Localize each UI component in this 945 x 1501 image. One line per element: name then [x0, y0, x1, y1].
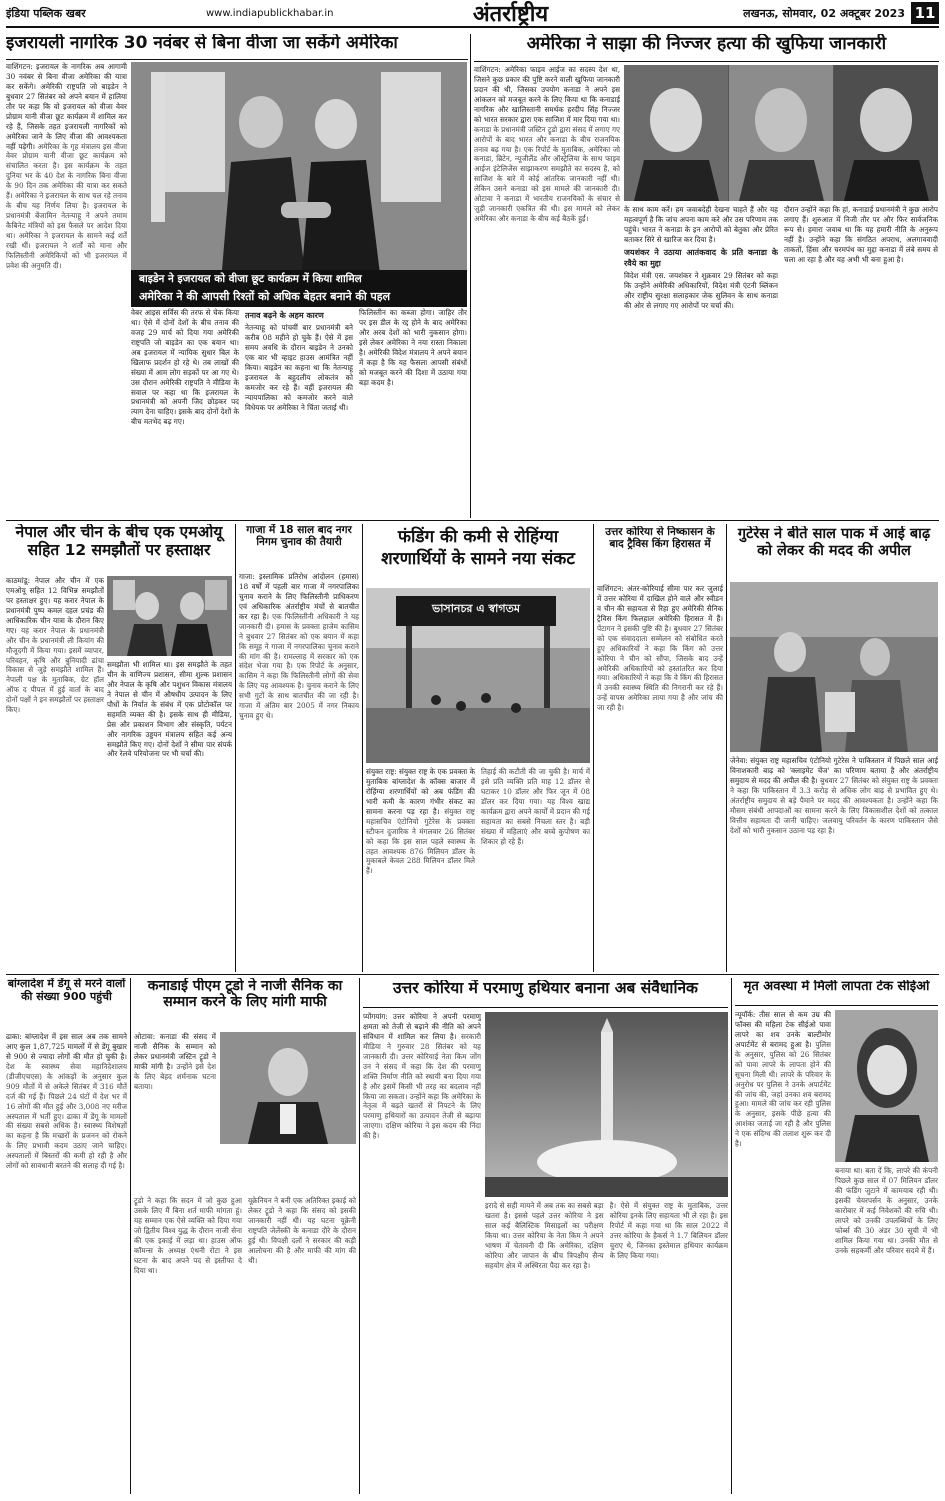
story1-body-filler: अमेरिका के गृह मंत्रालय इस वीजा वेवर प्रोग्राम यानी वीजा छूट कार्यक्रम को संचालित करता है। इस कार्यक्रम के तहत दुनिया भर के 40 देश के नागरिक बिना वीजा के 90 दिन तक अमेरिका की यात्रा कर सकते हैं। अमेरिका ने इजरायल के साथ चल रहे तनाव के बीच यह निर्णय लिया है। इजरायल के प्रधानमंत्री बेंजामिन नेतन्याहू ने अपने तमाम कैबिनेट मंत्रियों को इस फैसले पर आदेश दिया था। अमेरिका ने इजरायल के सामने कई शर्तें रखी थीं। इजरायल ने शर्तों को माना और फिलिस्तीनी अमेरिकियों को भी इजरायल में प्रवेश की अनुमति दी। — [6, 141, 127, 270]
story9-lead-text: ओटावा: कनाडा की संसद में नाजी सैनिक के सम्मान को लेकर प्रधानमंत्री जस्टिन ट्रूडो ने माफी मांगी है। — [134, 1032, 216, 1071]
tech-ceo-portrait-image — [835, 1010, 938, 1162]
story8-body-filler: देश के स्वास्थ्य सेवा महानिदेशालय (डीजीएचएस) के आंकड़ों के अनुसार कुल 909 मौतों में से अकेले सितंबर में 316 मौतें दर्ज की गई हैं। पिछले 24 घंटों में देश भर में 16 लोगों की मौत हुई और 3,008 नए मरीज अस्पताल में भर्ती हुए। ढाका में डेंगू के मामलों की संख्या सबसे अधिक है। स्वास्थ्य विशेषज्ञों का कहना है कि मच्छरों के प्रजनन को रोकने के लिए प्रभावी कदम उठाए जाने चाहिए। अस्पतालों में बिस्तरों की कमी हो रही है और लोगों को सावधानी बरतने की सलाह दी गई है। — [6, 1061, 127, 1171]
story3-photo — [107, 576, 232, 656]
story10-headline: उत्तर कोरिया में परमाणु हथियार बनाना अब संवैधानिक — [393, 980, 698, 997]
story6-body — [597, 584, 723, 972]
story11-headline-box — [735, 980, 938, 1006]
story5-col2-filler: तिहाई की कटौती की जा चुकी है। मार्च में इसे प्रति व्यक्ति प्रति माह 12 डॉलर से घटाकर 10 डॉलर और फिर जून में 08 डॉलर कर दिया गया। यह विश्व खाद्य कार्यक्रम द्वारा अपने कार्यों में प्रदान की गई सहायता का सबसे निचला स्तर है। बड़ी संख्या में महिलाएं और बच्चे कुपोषण का शिकार हो रहे हैं। — [481, 767, 590, 846]
story9-headline: कनाडाई पीएम टूडो ने नाजी सैनिक का सम्मान करने के लिए मांगी माफी — [147, 978, 343, 1011]
story2-photo — [624, 65, 938, 201]
column-divider — [130, 978, 131, 1494]
masthead — [6, 0, 939, 28]
story9-body — [134, 1196, 356, 1494]
story10-photo — [485, 1012, 728, 1197]
story1-subhead: तनाव बढ़ने के अहम कारण — [245, 310, 324, 320]
story11-body — [835, 1166, 938, 1494]
story7-body — [730, 756, 938, 972]
officials-portraits-image — [624, 65, 938, 201]
story5-col1-filler: संयुक्त राष्ट्र महासचिव एंटोनियो गुटेरेस के प्रवक्ता स्टीफन दुजारिक ने मंगलवार 26 सितंबर को कहा कि इस साल पहले स्वास्थ्य के तहत आवश्यक 876 मिलियन डॉलर के मुकाबले केवल 288 मिलियन डॉलर मिले हैं। — [366, 806, 475, 876]
story5-lead-text: संयुक्त राष्ट्र: संयुक्त राष्ट्र के एक प्रवक्ता के मुताबिक बांग्लादेश के कॉक्स बाजार में रोहिंग्या शरणार्थियों को अब फंडिंग की भारी कमी के कारण गंभीर संकट का सामना करना पड़ रहा है। — [366, 767, 475, 816]
column-divider — [235, 524, 236, 972]
story8-headline: बांग्लादेश में डेंगू से मरने वालों की संख्या 900 पहुंची — [7, 978, 126, 1003]
column-divider — [470, 34, 471, 518]
story11-photo — [835, 1010, 938, 1162]
story2-lead-text: वाशिंगटन: अमेरिका फाइव आईज का सदस्य देश था, जिसने कुछ प्रकार की पुष्टि करने वाली खुफिया जानकारी प्रदान की थी, जिसका उपयोग कनाडा ने अपने इस आंकलन को मजबूत करने के लिए किया था कि कनाडाई नागरिक और खालिस्तानी समर्थक हरदीप सिंह निज्जर को भारत सरकार द्वारा एक साजिश में मार दिया गया था। — [474, 65, 620, 124]
story11-lead — [735, 1010, 831, 1494]
story1-body — [131, 308, 467, 518]
story2-col1: के साथ काम करें। हम जवाबदेही देखना चाहते हैं और यह महत्वपूर्ण है कि जांच अपना काम करे और उस परिणाम तक पहुंचे। भारत ने कनाडा के इन आरोपों को बेतुका और प्रेरित बताकर सिरे से खारिज कर दिया है। — [624, 205, 778, 244]
story2-body — [624, 205, 938, 517]
story6-headline: उत्तर कोरिया से निष्कासन के बाद ट्रैविस किंग हिरासत में — [605, 526, 715, 551]
story1-headline: इजरायली नागरिक 30 नवंबर से बिना वीजा जा सकेंगे अमेरिका — [6, 34, 398, 53]
issue-date: लखनऊ, सोमवार, 02 अक्टूबर 2023 — [743, 6, 905, 20]
story7-photo — [730, 582, 938, 752]
story1-caption-1: बाइडेन ने इजरायल को वीजा छूट कार्यक्रम में किया शामिल — [131, 270, 467, 290]
story11-headline: मृत अवस्था में मिली लापता टेक सीईओ — [743, 980, 930, 994]
column-divider — [593, 524, 594, 972]
story6-lead-text: वाशिंगटन: अंतर-कोरियाई सीमा पार कर जुलाई में उत्तर कोरिया में दाखिल होने वाले और स्वीडन व चीन की सहायता से रिहा हुए अमेरिकी सैनिक ट्रैविस किंग फिलहाल अमेरिकी हिरासत में हैं। — [597, 584, 723, 623]
story9-headline-box — [134, 978, 356, 1028]
story9-col1: ट्रूडो ने कहा कि सदन में जो कुछ हुआ उसके लिए मैं बिना शर्त माफी मांगता हूं। यह सम्मान एक ऐसे व्यक्ति को दिया गया जो द्वितीय विश्व युद्ध के दौरान नाजी सेना की एक इकाई में लड़ा था। हाउस ऑफ कॉमन्स के अध्यक्ष एंथनी रोटा ने इस घटना के बाद अपने पद से इस्तीफा दे दिया था। — [134, 1196, 242, 1275]
story10-col2: है। ऐसे में संयुक्त राष्ट्र के मुताबिक, उत्तर कोरिया इनके लिए सहायता भी ले रहा है। इस रिपोर्ट में कहा गया था कि साल 2022 में उत्तर कोरिया के हैकर्स ने 1.7 बिलियन डॉलर चुराए थे, जिनका इस्तेमाल हथियार कार्यक्रम के लिए किया गया। — [609, 1201, 728, 1260]
story2-col1b: विदेश मंत्री एस. जयशंकर ने शुक्रवार 29 सितंबर को कहा कि उन्होंने अमेरिकी अधिकारियों, विदेश मंत्री एंटनी ब्लिंकन और राष्ट्रीय सुरक्षा सलाहकार जेक सुलिवन के साथ कनाडा की ओर से लगाए गए आरोपों पर चर्चा की। — [624, 270, 778, 310]
story4-body — [239, 572, 359, 972]
story3-headline-box — [6, 524, 232, 572]
story9-photo — [220, 1032, 356, 1144]
story1-lead — [6, 62, 127, 517]
story8-body — [6, 1032, 127, 1494]
story3-lead-text: काठमांडू: नेपाल और चीन में एक एमओयू सहित 12 विभिन्न समझौतों पर हस्ताक्षर हुए। यह करार नेपाल के प्रधानमंत्री पुष्प कमल दहल प्रचंड की आधिकारिक चीन यात्रा के दौरान किए गए। — [6, 576, 104, 635]
photo-welcome-sign: ভাসানচর এ স্বাগতম — [432, 602, 520, 615]
story1-col2: नेतन्याहू को पांचवीं बार प्रधानमंत्री बने करीब 08 महीने हो चुके हैं। ऐसे में इस समय अवधि के दौरान बाइडेन ने उनको एक बार भी व्हाइट हाउस आमंत्रित नहीं किया। बाइडेन का कहना था कि नेतन्याहू इजरायल के बहुदलीय लोकतंत्र को कमजोर कर रहे हैं। वहीं इजरायल की न्यायपालिका को कमजोर करने वाले विधेयक पर अमेरिका ने चिंता जताई थी। — [245, 323, 353, 412]
story10-lead-filler: सरकारी मीडिया ने गुरुवार 28 सितंबर को यह जानकारी दी। उत्तर कोरियाई नेता किम जोंग उन ने संसद में कहा कि देश की परमाणु शक्ति निर्माण नीति को स्थायी बना दिया गया है और इसमें किसी भी तरह का बदलाव नहीं किया जा सकता। उन्होंने कहा कि अमेरिका के नेतृत्व में बढ़ते खतरों से निपटने के लिए परमाणु हथियारों का उत्पादन तेजी से बढ़ाया जाएगा। दक्षिण कोरिया ने इस कदम की निंदा की है। — [363, 1031, 481, 1141]
story2-lead — [474, 65, 620, 517]
story10-lead-text: प्योंगयांग: उत्तर कोरिया ने अपनी परमाणु क्षमता को तेजी से बढ़ाने की नीति को अपने संविधान में शामिल कर लिया है। — [363, 1012, 481, 1041]
story9-lead-filler: उन्होंने इसे देश के लिए बेहद शर्मनाक घटना बताया। — [134, 1061, 216, 1091]
page-number: 11 — [911, 2, 939, 24]
story10-body — [485, 1201, 728, 1494]
section-title: अंतर्राष्ट्रीय — [472, 1, 549, 27]
story4-lead-text: गाजा: इस्लामिक प्रतिरोध आंदोलन (हमास) 18 वर्षों में पहली बार गाजा में नगरपालिका चुनाव कराने के लिए फिलिस्तीनी प्राधिकरण एवं अधिकारिक अंतर्राष्ट्रीय मंचों से बातचीत कर रहा है। — [239, 572, 359, 621]
story8-headline-box — [6, 978, 127, 1030]
website-url[interactable]: www.indiapublickhabar.in — [206, 7, 334, 19]
story2-headline: अमेरिका ने साझा की निज्जर हत्या की खुफिया जानकारी — [526, 34, 887, 54]
story11-col2: बनाया था। बता दें कि, लापरे की कंपनी पिछले कुछ साल में 07 मिलियन डॉलर की फंडिंग जुटाने में कामयाब रही थी। इसकी चेयरपर्सन के अनुसार, उनके कारोबार में कई निवेशकों की रुचि थी। लापरे को उनकी उपलब्धियों के लिए फोर्ब्स की 30 अंडर 30 सूची में भी शामिल किया गया था। उनकी मौत से उनके सहकर्मी और परिवार सदमे में हैं। — [835, 1166, 938, 1255]
story1-photo — [131, 62, 467, 284]
story8-lead-text: ढाका: बांग्लादेश में इस साल अब तक सामने आए कुल 1,87,725 मामलों में से डेंगू बुखार से 900 से ज्यादा लोगों की मौत हो चुकी है। — [6, 1032, 127, 1061]
story3-body-filler: यह करार नेपाल के प्रधानमंत्री और चीन के प्रधानमंत्री ली कियांग की मौजूदगी में किया गया। इसमें व्यापार, परिवहन, कृषि और बुनियादी ढांचा विकास से जुड़े समझौते शामिल हैं। नेपाली पक्ष के मुताबिक, ग्रेट हॉल ऑफ द पीपल में हुई वार्ता के बाद दोनों पक्षों ने इन समझौतों पर हस्ताक्षर किए। — [6, 625, 104, 715]
story10-headline-box — [363, 980, 728, 1008]
column-divider — [359, 978, 360, 1494]
story9-lead — [134, 1032, 216, 1192]
story4-headline: गाजा में 18 साल बाद नगर निगम चुनाव की तैयारी — [246, 524, 352, 549]
story3-headline: नेपाल और चीन के बीच एक एमओयू सहित 12 समझौतों पर हस्ताक्षर — [15, 524, 223, 559]
section-divider-1 — [6, 520, 939, 521]
story1-lead-text: वाशिंगटन: इजरायल के नागरिक अब आगामी 30 नवंबर से बिना वीजा अमेरिका की यात्रा कर सकेंगे। अमेरिकी राष्ट्रपति जो बाइडेन ने बुधवार 27 सितंबर को अपने बयान में हालिया तौर पर कहा कि वो इजरायल को वीजा वेवर प्रोग्राम यानी वीजा छूट कार्यक्रम में शामिल कर रहे हैं, जिसके तहत इजरायली नागरिकों को अमेरिका जाने के लिए वीजा की आवश्यकता नहीं पड़ेगी। — [6, 62, 127, 151]
leaders-handshake-image — [131, 62, 467, 284]
story6-headline-box — [597, 526, 723, 582]
column-divider — [726, 524, 727, 972]
story1-headline-box — [6, 34, 468, 60]
column-divider — [731, 978, 732, 1494]
story11-lead-filler: पुलिस के अनुसार, पुलिस को 26 सितंबर को पावा लापरे के लापता होने की सूचना मिली थी। लापरे के परिवार के अनुरोध पर पुलिस ने उनके अपार्टमेंट की जांच की, जहां उनका शव बरामद हुआ। मामले की जांच कर रही पुलिस के अनुसार, इसके पीछे हत्या की आशंका जताई जा रही है और पुलिस ने एक संदिग्ध की तलाश शुरू कर दी है। — [735, 1039, 831, 1149]
story7-headline-box — [730, 526, 938, 580]
story2-body-filler: कनाडा के प्रधानमंत्री जस्टिन ट्रूडो द्वारा संसद में लगाए गए आरोपों के बाद भारत और कनाडा के बीच राजनयिक तनाव बढ़ गया है। एक रिपोर्ट के मुताबिक, अमेरिका जो कनाडा, ब्रिटेन, न्यूजीलैंड और ऑस्ट्रेलिया के साथ फाइव आईज इंटेलिजेंस साझाकरण समझौते का सदस्य है, को साजिश के बारे में कोई आंतरिक जानकारी नहीं थी। लेकिन उसने कनाडा को इस मामले की जानकारी दी। ओटावा ने कनाडा में भारतीय राजनयिकों के संचार से जुड़ी जानकारी एकत्रित की थी। इस मामले को लेकर अमेरिका और कनाडा के बीच कई बैठकें हुईं। — [474, 124, 620, 224]
missile-launch-image — [485, 1012, 728, 1197]
trudeau-portrait-image — [220, 1032, 356, 1144]
story10-col1: इरादे से सही मायने में अब तक का सबसे बड़ा खतरा है। इससे पहले उत्तर कोरिया ने इस साल कई बैलिस्टिक मिसाइलों का परीक्षण किया था। उत्तर कोरिया के नेता किम ने अपने भाषण में चेतावनी दी कि अमेरिका, दक्षिण कोरिया और जापान के बीच त्रिपक्षीय सैन्य सहयोग क्षेत्र में अस्थिरता पैदा कर रहा है। — [485, 1201, 604, 1270]
story4-headline-box — [239, 524, 359, 570]
story10-lead — [363, 1012, 481, 1494]
story7-body-filler: बुधवार 27 सितंबर को संयुक्त राष्ट्र के प्रवक्ता ने कहा कि पाकिस्तान में 3.3 करोड़ से अधिक लोग बाढ़ से प्रभावित हुए थे। अंतर्राष्ट्रीय समुदाय से बड़े पैमाने पर मदद की आवश्यकता है। उन्होंने कहा कि मौसम संबंधी आपदाओं का सामना करने के लिए विकासशील देशों को तत्काल वित्तीय सहायता दी जानी चाहिए। जलवायु परिवर्तन के कारण पाकिस्तान जैसे देशों को भारी नुकसान उठाना पड़ रहा है। — [730, 775, 938, 835]
story5-body — [366, 767, 590, 972]
story3-lead — [6, 576, 104, 971]
column-divider — [362, 524, 363, 972]
story5-photo — [366, 588, 590, 763]
story2-subhead: जयशंकर ने उठाया आतंकवाद के प्रति कनाडा के रवैये का मुद्दा — [624, 246, 778, 268]
paper-name: इंडिया पब्लिक खबर — [6, 6, 86, 20]
story3-col2: समझौता भी शामिल था। इस समझौते के तहत चीन के वाणिज्य प्रशासन, सीमा शुल्क प्रशासन और नेपाल के कृषि और पशुधन विकास मंत्रालय ने नेपाल से चीन में औषधीय उत्पादन के लिए पौधों के निर्यात के संबंध में एक प्रोटोकॉल पर सहमति व्यक्त की है। इसके साथ ही मीडिया, प्रेस और प्रकाशन विभाग और संस्कृति, पर्यटन और नागरिक उड्डयन मंत्रालय सहित कई अन्य समझौते किए गए। दोनों देशों ने सीमा पार संपर्क और रेलवे परियोजना पर भी चर्चा की। — [107, 660, 232, 759]
story3-body — [107, 660, 232, 971]
story5-headline: फंडिंग की कमी से रोहिंग्या शरणार्थियों के सामने नया संकट — [381, 527, 575, 570]
story6-body-filler: पेंटागन ने इसकी पुष्टि की है। बुधवार 27 सितंबर को एक संवाददाता सम्मेलन को संबोधित करते हुए अधिकारियों ने कहा कि किंग को उत्तर कोरिया ने चीन को सौंपा, जिसके बाद उन्हें अमेरिकी अधिकारियों को हस्तांतरित कर दिया गया। अधिकारियों ने कहा कि वे किंग की हिरासत में उनकी स्वास्थ्य स्थिति की निगरानी कर रहे हैं। उन्हें वापस अमेरिका लाया गया है और जांच की जा रही है। — [597, 623, 723, 713]
story2-headline-box — [474, 34, 939, 62]
story5-headline-box — [366, 526, 590, 586]
flood-relief-image — [730, 582, 938, 752]
story2-col2: दौरान उन्होंने कहा कि हां, कनाडाई प्रधानमंत्री ने कुछ आरोप लगाए हैं। शुरुआत में निजी तौर पर और फिर सार्वजनिक रूप से। हमारा जवाब था कि यह हमारी नीति के अनुरूप नहीं है। उन्होंने कहा कि संगठित अपराध, अलगाववादी ताकतों, हिंसा और चरमपंथ का मुद्दा कनाडा में लंबे समय से चला आ रहा है और यह अभी भी बना हुआ है। — [784, 205, 938, 264]
story1-col3: फिलिस्तीन का कब्जा होगा। जाहिर तौर पर इस डील के रद्द होने के बाद अमेरिका और अरब देशों को भारी नुकसान होगा। इसे लेकर अमेरिका ने नया रास्ता निकाला है। अमेरिकी विदेश मंत्रालय ने अपने बयान में कहा है कि यह फैसला आपसी संबंधों को मजबूत करने की दिशा में उठाया गया बड़ा कदम है। — [359, 308, 467, 387]
story9-col2: यूक्रेनियन ने बनी एक अतिरिक्त इकाई को लेकर ट्रूडो ने कहा कि संसद को इसकी जानकारी नहीं थी। यह घटना यूक्रेनी राष्ट्रपति जेलेंस्की के कनाडा दौरे के दौरान हुई थी। विपक्षी दलों ने सरकार की कड़ी आलोचना की है और माफी की मांग की थी। — [248, 1196, 356, 1265]
story4-body-filler: एक फिलिस्तीनी अधिकारी ने यह जानकारी दी। हमास के प्रवक्ता हाजेम कासिम ने बुधवार 27 सितंबर को एक बयान में कहा कि समूह ने गाजा में नगरपालिका चुनाव कराने की मांग की है। रामल्लाह में सरकार को एक संदेश भेजा गया है। एक रिपोर्ट के अनुसार, कासिम ने कहा कि फिलिस्तीनी लोगों की सेवा के लिए यह आवश्यक है। चुनाव कराने के लिए सभी गुटों के साथ बातचीत की जा रही है। गाजा में अंतिम बार 2005 में नगर निकाय चुनाव हुए थे। — [239, 611, 359, 721]
story1-col1: वेबर आइस सर्विस की तरफ से चेक किया था। ऐसे में दोनों देशों के बीच तनाव की वजह 29 मार्च को दिया गया अमेरिकी राष्ट्रपति जो बाइडेन का एक बयान था। अब इजरायल में न्यायिक सुधार बिल के खिलाफ प्रदर्शन हो रहे थे। तब लाखों की संख्या में आम लोग सड़कों पर आ गए थे। उस दौरान अमेरिकी राष्ट्रपति ने मीडिया के सवाल पर कहा था कि इजरायल के प्रधानमंत्री को अपनी जिद छोड़कर पद त्याग देना चाहिए। इसके बाद दोनों देशों के बीच मतभेद बढ़ गए। — [131, 308, 239, 427]
story11-lead-text: न्यूयॉर्क: तीस साल से कम उम्र की फॉक्स की महिला टेक सीईओ पावा लापरे का शव उनके बाल्टीमोर अपार्टमेंट से बरामद हुआ है। — [735, 1010, 831, 1049]
story7-lead-text: जेनेवा: संयुक्त राष्ट्र महासचिव एंटोनियो गुटेरेस ने पाकिस्तान में पिछले साल आई विनाशकारी बाढ़ को 'क्लाइमेट चेंज' का परिणाम बताया है और अंतर्राष्ट्रीय समुदाय से मदद की अपील की है। — [730, 756, 938, 785]
section-divider-2 — [6, 974, 939, 975]
nepal-china-leaders-image — [107, 576, 232, 656]
story1-caption-2: अमेरिका ने की आपसी रिश्तों को अधिक बेहतर बनाने की पहल — [131, 287, 467, 307]
story7-headline: गुटेरेस ने बीते साल पाक में आई बाढ़ को लेकर की मदद की अपील — [737, 526, 931, 559]
